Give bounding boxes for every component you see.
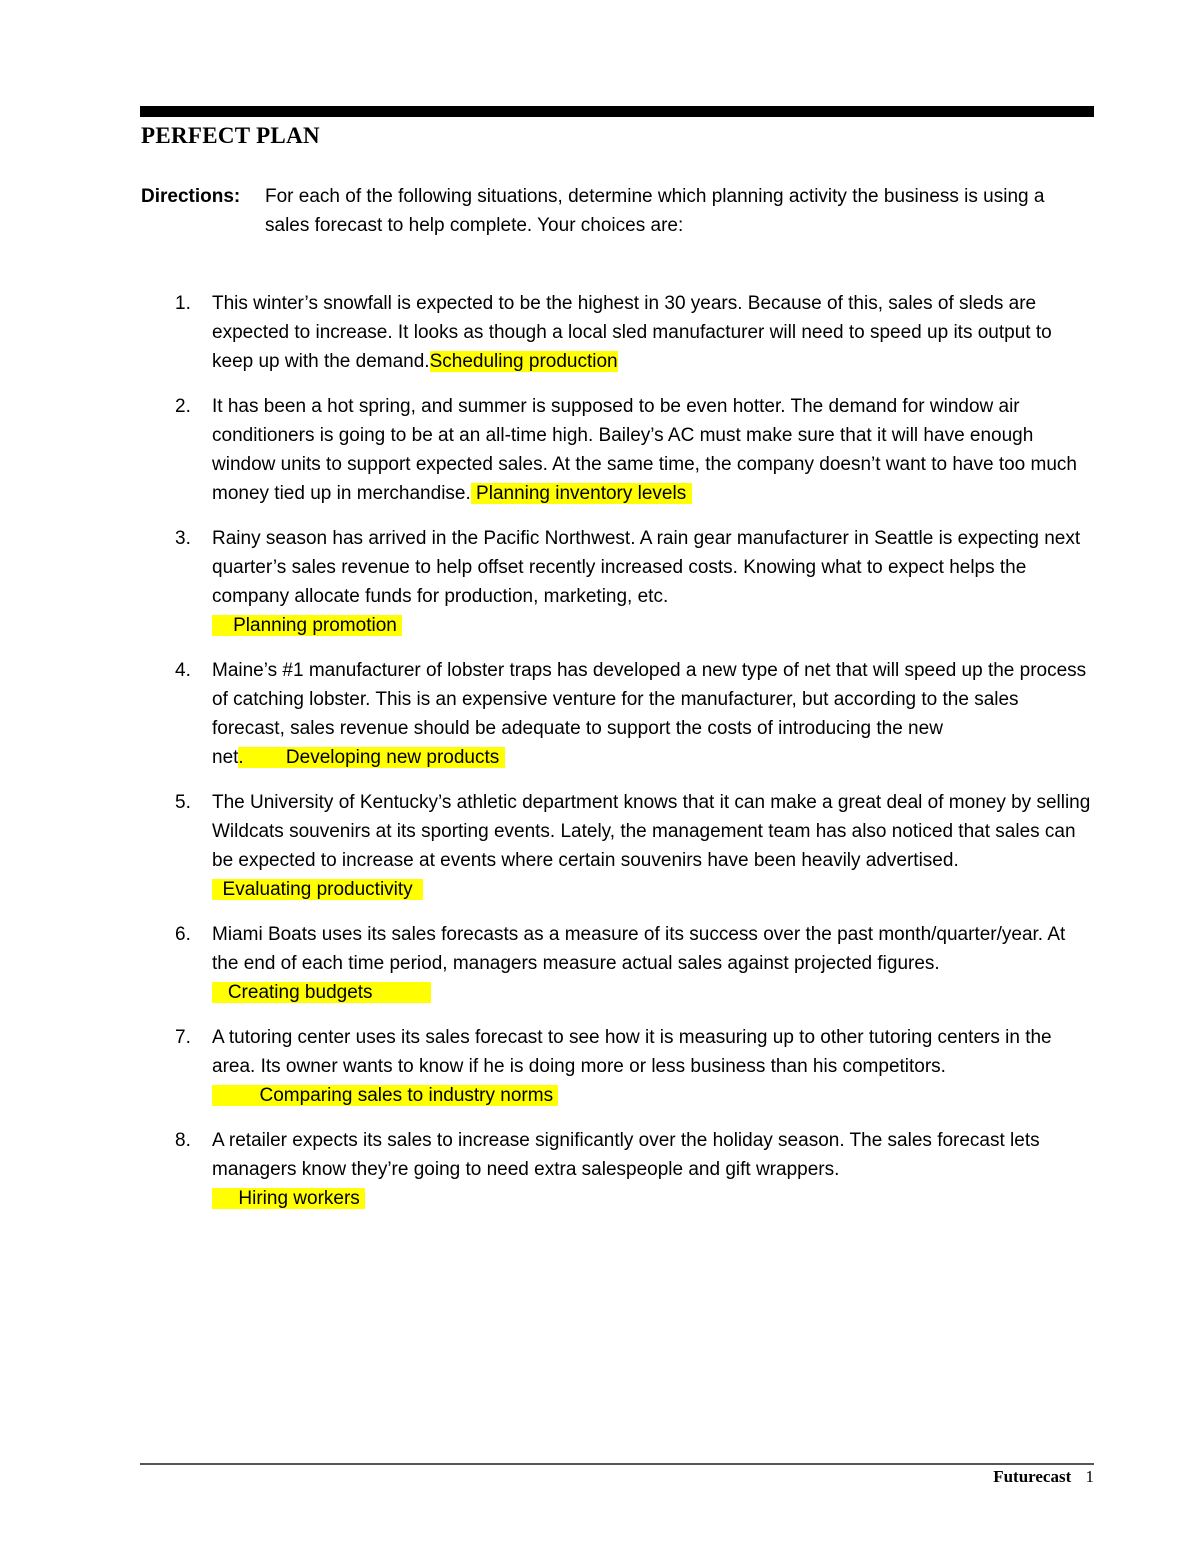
question-item bbox=[141, 289, 1096, 376]
question-item bbox=[141, 788, 1096, 904]
footer-rule bbox=[140, 1463, 1094, 1465]
question-item bbox=[141, 656, 1096, 772]
answer-highlight: Evaluating productivity bbox=[212, 879, 424, 900]
question-item bbox=[141, 392, 1096, 508]
question-body bbox=[212, 920, 1096, 1007]
question-number: 1. bbox=[175, 293, 191, 314]
directions-text: For each of the following situations, determine which planning activity the business is using a sales forecast to help complete. Your choices are: bbox=[265, 186, 1045, 236]
question-number: 4. bbox=[175, 660, 191, 681]
question-body bbox=[212, 1126, 1096, 1213]
question-text: Miami Boats uses its sales forecasts as a measure of its success over the past month/quarter/year. At the end of each time period, managers measure actual sales against projected figures. bbox=[212, 924, 1066, 974]
page-number: 1 bbox=[1085, 1467, 1094, 1486]
question-item bbox=[141, 920, 1096, 1007]
top-rule bbox=[140, 106, 1094, 117]
page-title: PERFECT PLAN bbox=[141, 123, 320, 148]
question-number: 6. bbox=[175, 924, 191, 945]
question-body bbox=[212, 1023, 1096, 1110]
question-number: 3. bbox=[175, 528, 191, 549]
directions-label: Directions: bbox=[141, 186, 241, 207]
question-number: 7. bbox=[175, 1027, 191, 1048]
answer-highlight: Planning inventory levels bbox=[470, 483, 692, 504]
question-item bbox=[141, 524, 1096, 640]
page-footer bbox=[993, 1467, 1094, 1487]
question-body bbox=[212, 656, 1096, 772]
question-body bbox=[212, 788, 1096, 904]
question-item bbox=[141, 1126, 1096, 1213]
question-text: Maine’s #1 manufacturer of lobster traps has developed a new type of net that will speed up the process of catching lobster. This is an expensive venture for the manufacturer, but according to the sales forecast, sales revenue should be adequate to support the costs of introducing the new net bbox=[212, 660, 1087, 768]
answer-highlight: . Developing new products bbox=[238, 747, 505, 768]
footer-brand: Futurecast bbox=[993, 1467, 1072, 1486]
answer-highlight: Creating budgets bbox=[212, 982, 431, 1003]
question-text: It has been a hot spring, and summer is supposed to be even hotter. The demand for window air conditioners is going to be at an all-time high. Bailey’s AC must make sure that it will have enough window units to support expected sales. At the same time, the company doesn’t want to have too much money tied up in merchandise. bbox=[212, 396, 1077, 504]
question-item bbox=[141, 1023, 1096, 1110]
answer-highlight: Hiring workers bbox=[212, 1188, 366, 1209]
answer-highlight: Comparing sales to industry norms bbox=[212, 1085, 559, 1106]
answer-highlight: Scheduling production bbox=[429, 351, 618, 372]
question-body bbox=[212, 289, 1096, 376]
question-text: This winter’s snowfall is expected to be the highest in 30 years. Because of this, sales of sleds are expected to increase. It looks as though a local sled manufacturer will need to speed up its output to keep up with the demand. bbox=[212, 293, 1052, 372]
question-number: 5. bbox=[175, 792, 191, 813]
question-number: 2. bbox=[175, 396, 191, 417]
question-number: 8. bbox=[175, 1130, 191, 1151]
question-body bbox=[212, 392, 1096, 508]
question-text: A retailer expects its sales to increase significantly over the holiday season. The sales forecast lets managers know they’re going to need extra salespeople and gift wrappers. bbox=[212, 1130, 1040, 1180]
question-list bbox=[141, 289, 1096, 1229]
question-text: Rainy season has arrived in the Pacific Northwest. A rain gear manufacturer in Seattle is expecting next quarter’s sales revenue to help offset recently increased costs. Knowing what to expect helps the company allocate funds for production, marketing, etc. bbox=[212, 528, 1081, 607]
answer-highlight: Planning promotion bbox=[212, 615, 403, 636]
question-text: The University of Kentucky’s athletic department knows that it can make a great deal of money by selling Wildcats souvenirs at its sporting events. Lately, the management team has also noticed that sales can be expected to increase at events where certain souvenirs have been heavily advertised. bbox=[212, 792, 1091, 871]
question-body bbox=[212, 524, 1096, 640]
question-text: A tutoring center uses its sales forecast to see how it is measuring up to other tutoring centers in the area. Its owner wants to know if he is doing more or less business than his competitors. bbox=[212, 1027, 1052, 1077]
